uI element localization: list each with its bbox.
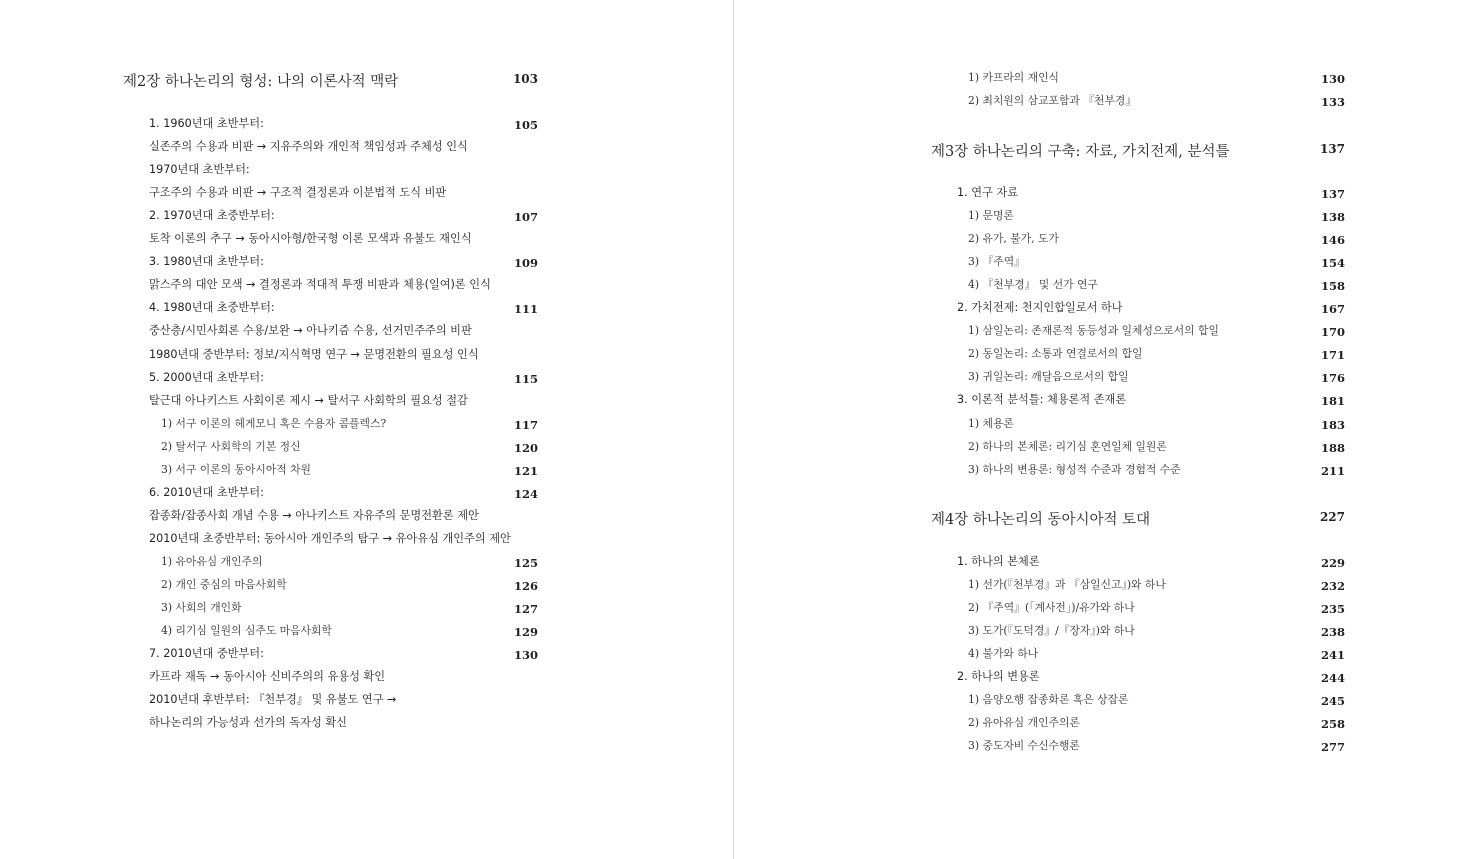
- toc-entry-text: 맑스주의 대안 모색 → 결정론과 적대적 투쟁 비판과 체용(일여)론 인식: [149, 278, 491, 292]
- toc-entry-page: 124: [513, 486, 538, 501]
- toc-entry-page: 126: [513, 579, 538, 593]
- toc-entry-text: 1970년대 초반부터:: [149, 163, 250, 177]
- toc-entry-text: 2) 유가, 불가, 도가: [968, 232, 1059, 246]
- toc-entry-text: 3) 서구 이론의 동아시아적 차원: [161, 462, 311, 476]
- chapter-3-page: 137: [1319, 142, 1345, 156]
- toc-entry-text: 4) 리기심 일원의 심주도 마음사회학: [161, 624, 332, 638]
- toc-entry-text: 3. 이론적 분석틀: 체용론적 존재론: [957, 393, 1127, 407]
- toc-entry-text: 3) 도가(『도덕경』/『장자』)와 하나: [968, 624, 1135, 637]
- toc-entry-page: 115: [513, 371, 538, 386]
- toc-entry-page: 129: [513, 625, 538, 640]
- toc-entry-page: 238: [1320, 625, 1345, 639]
- toc-entry-page: 176: [1320, 371, 1345, 386]
- toc-entry-page: 105: [513, 118, 538, 132]
- toc-entry-text: 3) 『주역』: [968, 255, 1025, 269]
- toc-entry-page: 125: [513, 555, 538, 570]
- right-page: [734, 0, 1463, 859]
- toc-entry-page: 170: [1320, 325, 1345, 340]
- toc-entry-text: 6. 2010년대 초반부터:: [149, 485, 264, 499]
- toc-entry-page: 232: [1320, 579, 1345, 593]
- toc-entry-text: 1. 하나의 본체론: [957, 555, 1040, 568]
- chapter-4-title: 제4장 하나논리의 동아시아적 토대: [931, 512, 1151, 528]
- toc-entry-page: 130: [513, 648, 538, 663]
- toc-entry-text: 토착 이론의 추구 → 동아시아형/한국형 이론 모색과 유불도 재인식: [149, 232, 472, 246]
- toc-entry-text: 3. 1980년대 초반부터:: [149, 255, 264, 269]
- toc-entry-text: 2. 하나의 변용론: [957, 670, 1040, 683]
- toc-entry-page: 109: [513, 256, 538, 271]
- toc-entry-text: 1. 1960년대 초반부터:: [149, 117, 264, 130]
- toc-entry-page: 138: [1320, 210, 1345, 225]
- toc-entry-text: 2) 탈서구 사회학의 기본 정신: [161, 439, 301, 453]
- toc-entry-page: 258: [1320, 717, 1345, 731]
- toc-entry-page: 171: [1320, 348, 1345, 363]
- toc-entry-page: 241: [1320, 648, 1345, 662]
- toc-entry-text: 2010년대 초중반부터: 동아시아 개인주의 탐구 → 유아유심 개인주의 제안: [149, 531, 511, 545]
- toc-entry-text: 실존주의 수용과 비판 → 지유주의와 개인적 책임성과 주체성 인식: [149, 140, 468, 154]
- toc-entry-text: 3) 귀일논리: 깨달음으로서의 합일: [968, 370, 1129, 384]
- toc-entry-text: 탈근대 아나키스트 사회이론 제시 → 탈서구 사회학의 필요성 절감: [149, 393, 468, 407]
- toc-entry-page: 137: [1320, 187, 1345, 201]
- toc-entry-page: 130: [1320, 72, 1345, 86]
- toc-entry-page: 277: [1320, 740, 1345, 754]
- toc-entry-text: 2) 하나의 본체론: 리기심 혼연일체 일원론: [968, 439, 1167, 453]
- toc-entry-text: 3) 중도자비 수신수행론: [968, 739, 1080, 752]
- toc-entry-page: 183: [1320, 417, 1345, 432]
- toc-entry-text: 2) 최치원의 삼교포함과 『천부경』: [968, 94, 1137, 107]
- toc-entry-page: 146: [1320, 233, 1345, 248]
- toc-entry-page: 121: [513, 463, 538, 478]
- toc-entry-text: 1980년대 중반부터: 정보/지식혁명 연구 → 문명전환의 필요성 인식: [149, 347, 479, 361]
- toc-entry-text: 1) 삼일논리: 존재론적 동등성과 일체성으로서의 합일: [968, 324, 1219, 338]
- toc-entry-page: 245: [1320, 694, 1345, 708]
- toc-entry-text: 1) 카프라의 재인식: [968, 71, 1059, 84]
- chapter-2-page: 103: [512, 72, 538, 86]
- toc-entry-text: 3) 하나의 변용론: 형성적 수준과 경험적 수준: [968, 462, 1181, 476]
- toc-entry-page: 167: [1320, 302, 1345, 317]
- chapter-3-title: 제3장 하나논리의 구축: 자료, 가치전제, 분석틀: [931, 144, 1230, 160]
- toc-entry-text: 1) 선가(『천부경』과 『삼일신고』)와 하나: [968, 578, 1166, 591]
- toc-entry-text: 2) 유아유심 개인주의론: [968, 716, 1080, 729]
- toc-entry-text: 구조주의 수용과 비판 → 구조적 결정론과 이분법적 도식 비판: [149, 186, 447, 200]
- toc-entry-text: 2. 1970년대 초중반부터:: [149, 209, 275, 223]
- toc-entry-text: 2) 개인 중심의 마음사회학: [161, 578, 287, 591]
- toc-entry-page: 154: [1320, 256, 1345, 271]
- toc-entry-page: 235: [1320, 602, 1345, 616]
- toc-entry-text: 1) 음양오행 잡종화론 혹은 상잡론: [968, 693, 1129, 706]
- toc-entry-text: 2. 가치전제: 천지인합일로서 하나: [957, 301, 1123, 315]
- toc-entry-text: 2010년대 후반부터: 『천부경』 및 유불도 연구 →: [149, 693, 397, 707]
- toc-entry-text: 잡종화/잡종사회 개념 수용 → 아나키스트 자유주의 문명전환론 제안: [149, 508, 479, 522]
- chapter-2-title: 제2장 하나논리의 형성: 나의 이론사적 맥락: [123, 74, 399, 90]
- toc-entry-text: 4) 『천부경』 및 선가 연구: [968, 278, 1098, 292]
- toc-entry-page: 111: [513, 302, 538, 317]
- toc-entry-page: 244: [1320, 671, 1345, 685]
- toc-entry-text: 7. 2010년대 중반부터:: [149, 647, 264, 661]
- toc-entry-page: 229: [1320, 556, 1345, 570]
- toc-entry-text: 4. 1980년대 초중반부터:: [149, 301, 275, 315]
- toc-entry-text: 1) 서구 이론의 헤게모니 혹은 수용자 콤플렉스?: [161, 416, 387, 430]
- toc-entry-text: 1. 연구 자료: [957, 186, 1019, 199]
- toc-entry-page: 211: [1320, 463, 1345, 478]
- toc-entry-page: 188: [1320, 440, 1345, 455]
- toc-entry-text: 1) 유아유심 개인주의: [161, 554, 263, 568]
- toc-entry-page: 158: [1320, 279, 1345, 294]
- toc-entry-text: 2) 동일논리: 소통과 연결로서의 합일: [968, 347, 1143, 361]
- toc-entry-page: 127: [513, 602, 538, 617]
- toc-entry-text: 2) 『주역』(「계사전」)/유가와 하나: [968, 601, 1135, 614]
- chapter-4-page: 227: [1319, 510, 1345, 524]
- toc-entry-text: 중산층/시민사회론 수용/보완 → 아나키즘 수용, 선거민주주의 비판: [149, 324, 472, 338]
- toc-entry-text: 1) 문명론: [968, 209, 1014, 223]
- toc-entry-text: 5. 2000년대 초반부터:: [149, 370, 264, 384]
- toc-entry-page: 117: [513, 417, 538, 432]
- toc-entry-text: 1) 체용론: [968, 416, 1014, 430]
- toc-entry-text: 카프라 재독 → 동아시아 신비주의의 유용성 확인: [149, 670, 386, 684]
- toc-entry-page: 120: [513, 440, 538, 455]
- toc-entry-text: 3) 사회의 개인화: [161, 601, 242, 615]
- toc-entry-page: 181: [1320, 394, 1345, 409]
- toc-entry-page: 133: [1320, 95, 1345, 109]
- toc-entry-text: 하나논리의 가능성과 선가의 독자성 확신: [149, 716, 347, 730]
- toc-entry-page: 107: [513, 210, 538, 225]
- toc-entry-text: 4) 불가와 하나: [968, 647, 1039, 660]
